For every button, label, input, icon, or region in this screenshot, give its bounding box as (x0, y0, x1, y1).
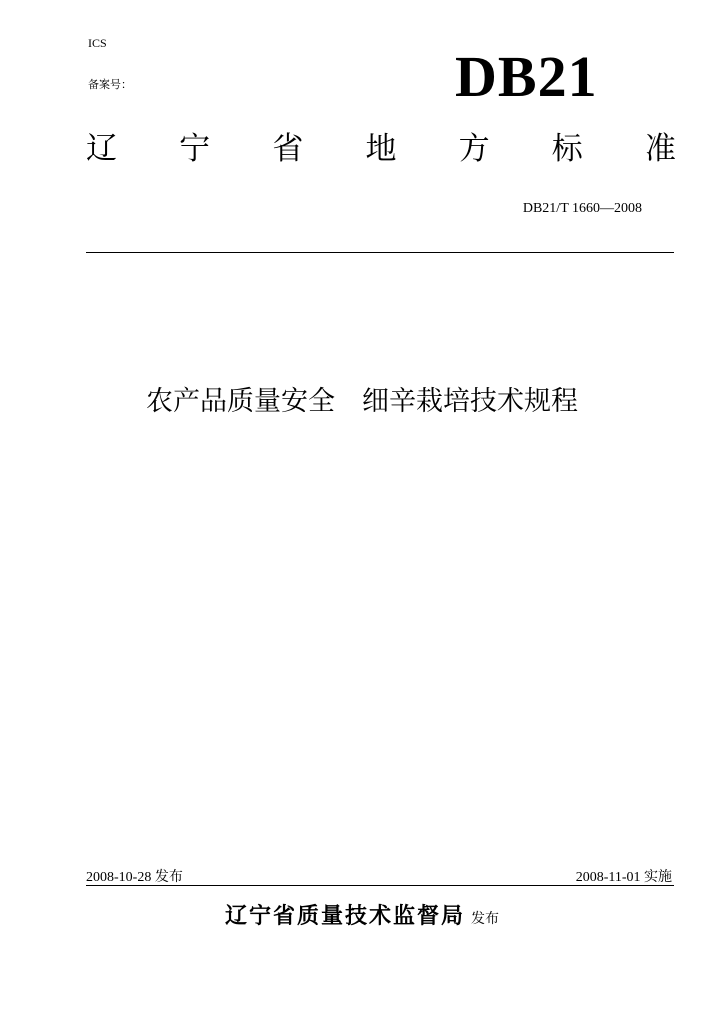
standard-type-char: 准 (644, 131, 676, 167)
document-title: 农产品质量安全 细辛栽培技术规程 (146, 386, 578, 417)
standard-type-char: 标 (551, 131, 583, 167)
implement-label: 实施 (644, 869, 672, 885)
standard-type-heading (86, 131, 676, 167)
implement-date: 2008-11-01 (575, 870, 641, 885)
bottom-divider (86, 885, 674, 886)
standard-type-char: 宁 (179, 131, 211, 167)
top-divider (86, 252, 674, 253)
publish-label: 发布 (154, 869, 183, 885)
standard-type-char: 方 (458, 131, 490, 167)
standard-number: DB21/T 1660—2008 (522, 201, 642, 216)
publish-date: 2008-10-28 (86, 870, 152, 885)
issuer-name: 辽宁省质量技术监督局 (224, 904, 465, 929)
ics-label: ICS (88, 36, 107, 50)
record-number-label: 备案号： (88, 78, 132, 91)
db-code: DB21 (455, 44, 598, 109)
standard-type-char: 省 (272, 131, 304, 167)
standard-type-char: 辽 (86, 131, 117, 167)
issuer-suffix: 发布 (471, 911, 499, 927)
publish-date-line (86, 866, 183, 886)
implement-date-line (576, 866, 672, 886)
issuer-line (0, 906, 724, 928)
standard-type-char: 地 (365, 131, 397, 167)
